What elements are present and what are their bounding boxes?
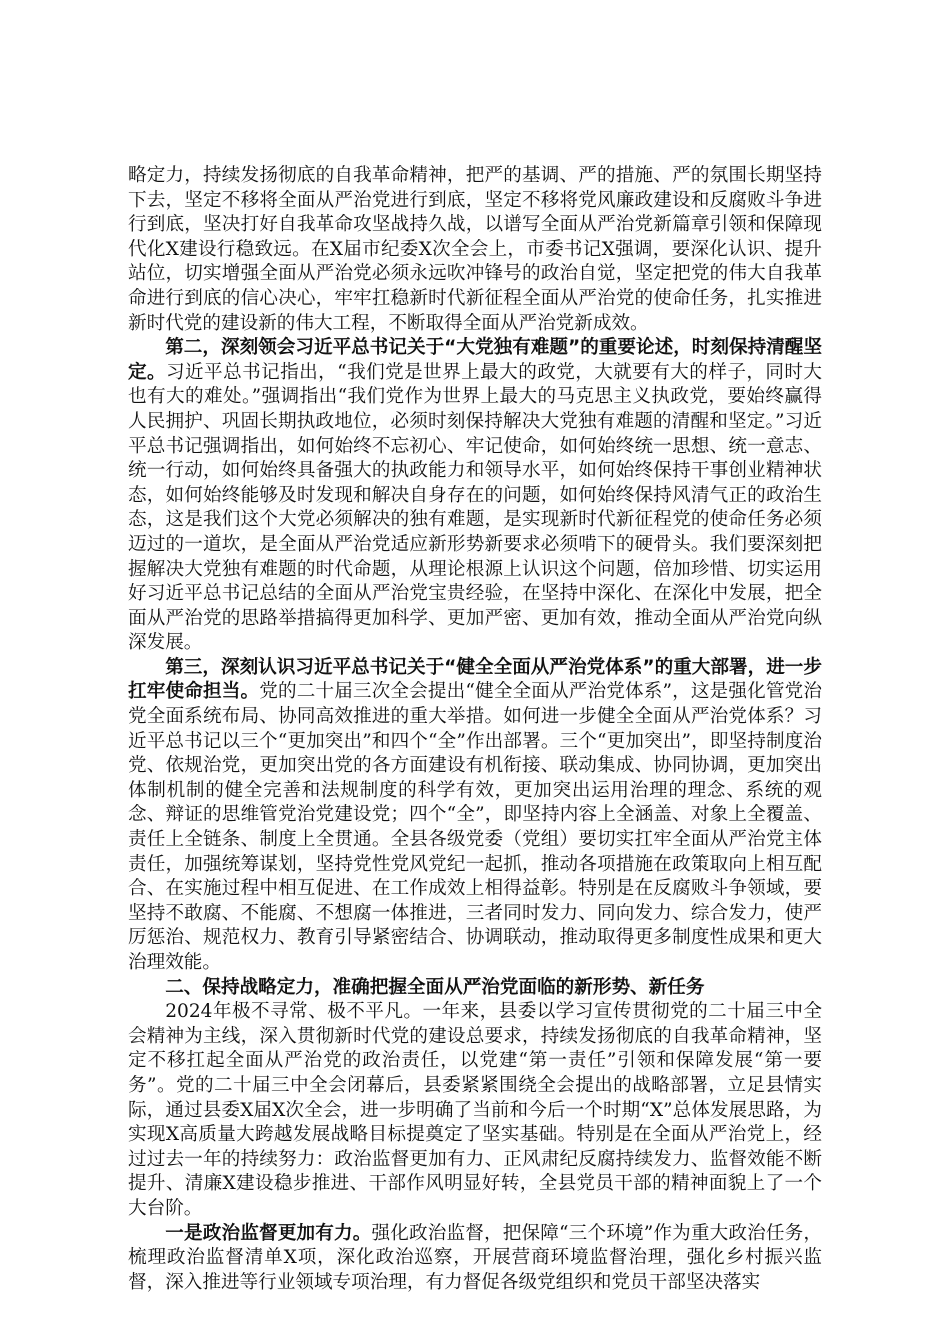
paragraph-3-lead: 第三，深刻认识习近平总书记关于“健全全面从严治党体系”的重大部署，进一步扛牢使命担当。 [128,656,822,703]
paragraph-5 [128,1222,822,1296]
paragraph-2 [128,336,822,656]
section-heading-2: 二、保持战略定力，准确把握全面从严治党面临的新形势、新任务 [165,976,705,998]
paragraph-3-body: 党的二十届三次全会提出“健全全面从严治党体系”，这是强化管党治党全面系统布局、协同高效推进的重大举措。如何进一步健全全面从严治党体系？习近平总书记以三个“更加突出”和四个“全”作出部署。三个“更加突出”，即坚持制度治党、依规治党，更加突出党的各方面建设有机衔接、联动集成、协同协调，更加突出体制机制的健全完善和法规制度的科学有效，更加突出运用治理的理念、系统的观念、辩证的思维管党治党建设党；四个“全”，即坚持内容上全涵盖、对象上全覆盖、责任上全链条、制度上全贯通。全县各级党委（党组）要切实扛牢全面从严治党主体责任，加强统筹谋划，坚持党性党风党纪一起抓，推动各项措施在政策取向上相互配合、在实施过程中相互促进、在工作成效上相得益彰。特别是在反腐败斗争领域，要坚持不敢腐、不能腐、不想腐一体推进，三者同时发力、同向发力、综合发力，使严厉惩治、规范权力、教育引导紧密结合、协调联动，推动取得更多制度性成果和更大治理效能。 [128,681,822,973]
paragraph-1: 略定力，持续发扬彻底的自我革命精神，把严的基调、严的措施、严的氛围长期坚持下去，坚定不移将全面从严治党进行到底，坚定不移将党风廉政建设和反腐败斗争进行到底，坚决打好自我革命攻坚战持久战，以谱写全面从严治党新篇章引领和保障现代化X建设行稳致远。在X届市纪委X次全会上，市委书记X强调，要深化认识、提升站位，切实增强全面从严治党必须永远吹冲锋号的政治自觉，坚定把党的伟大自我革命进行到底的信心决心，牢牢扛稳新时代新征程全面从严治党的使命任务，扎实推进新时代党的建设新的伟大工程，不断取得全面从严治党新成效。 [128,165,822,334]
document-body [128,164,822,1295]
paragraph-4: 2024年极不寻常、极不平凡。一年来，县委以学习宣传贯彻党的二十届三中全会精神为主线，深入贯彻新时代党的建设总要求，持续发扬彻底的自我革命精神，坚定不移扛起全面从严治党的政治责任，以党建“第一责任”引领和保障发展“第一要务”。党的二十届三中全会闭幕后，县委紧紧围绕全会提出的战略部署，立足县情实际，通过县委X届X次全会，进一步明确了当前和今后一个时期“X”总体发展思路，为实现X高质量大跨越发展战略目标提奠定了坚实基础。特别是在全面从严治党上，经过过去一年的持续努力：政治监督更加有力、正风肃纪反腐持续发力、监督效能不断提升、清廉X建设稳步推进、干部作风明显好转，全县党员干部的精神面貌上了一个大台阶。 [128,1001,822,1219]
paragraph-5-body: 强化政治监督，把保障“三个环境”作为重大政治任务，梳理政治监督清单X项，深化政治巡察，开展营商环境监督治理，强化乡村振兴监督，深入推进等行业领域专项治理，有力督促各级党组织和党员干部坚决落实 [128,1222,822,1293]
paragraph-3 [128,656,822,976]
paragraph-2-lead: 第二，深刻领会习近平总书记关于“大党独有难题”的重要论述，时刻保持清醒坚定。 [128,337,822,383]
paragraph-5-lead: 一是政治监督更加有力。 [165,1222,372,1244]
paragraph-2-body: 习近平总书记指出，“我们党是世界上最大的政党，大就要有大的样子，同时大也有大的难处。”强调指出“我们党作为世界上最大的马克思主义执政党，要始终赢得人民拥护、巩固长期执政地位，必须时刻保持解决大党独有难题的清醒和坚定。”习近平总书记强调指出，如何始终不忘初心、牢记使命，如何始终统一思想、统一意志、统一行动，如何始终具备强大的执政能力和领导水平，如何始终保持干事创业精神状态，如何始终能够及时发现和解决自身存在的问题，如何始终保持风清气正的政治生态，这是我们这个大党必须解决的独有难题，是实现新时代新征程党的使命任务必须迈过的一道坎，是全面从严治党适应新形势新要求必须啃下的硬骨头。我们要深刻把握解决大党独有难题的时代命题，从理论根源上认识这个问题，倍加珍惜、切实运用好习近平总书记总结的全面从严治党宝贵经验，在坚持中深化、在深化中发展，把全面从严治党的思路举措搞得更加科学、更加严密、更加有效，推动全面从严治党向纵深发展。 [128,361,822,654]
